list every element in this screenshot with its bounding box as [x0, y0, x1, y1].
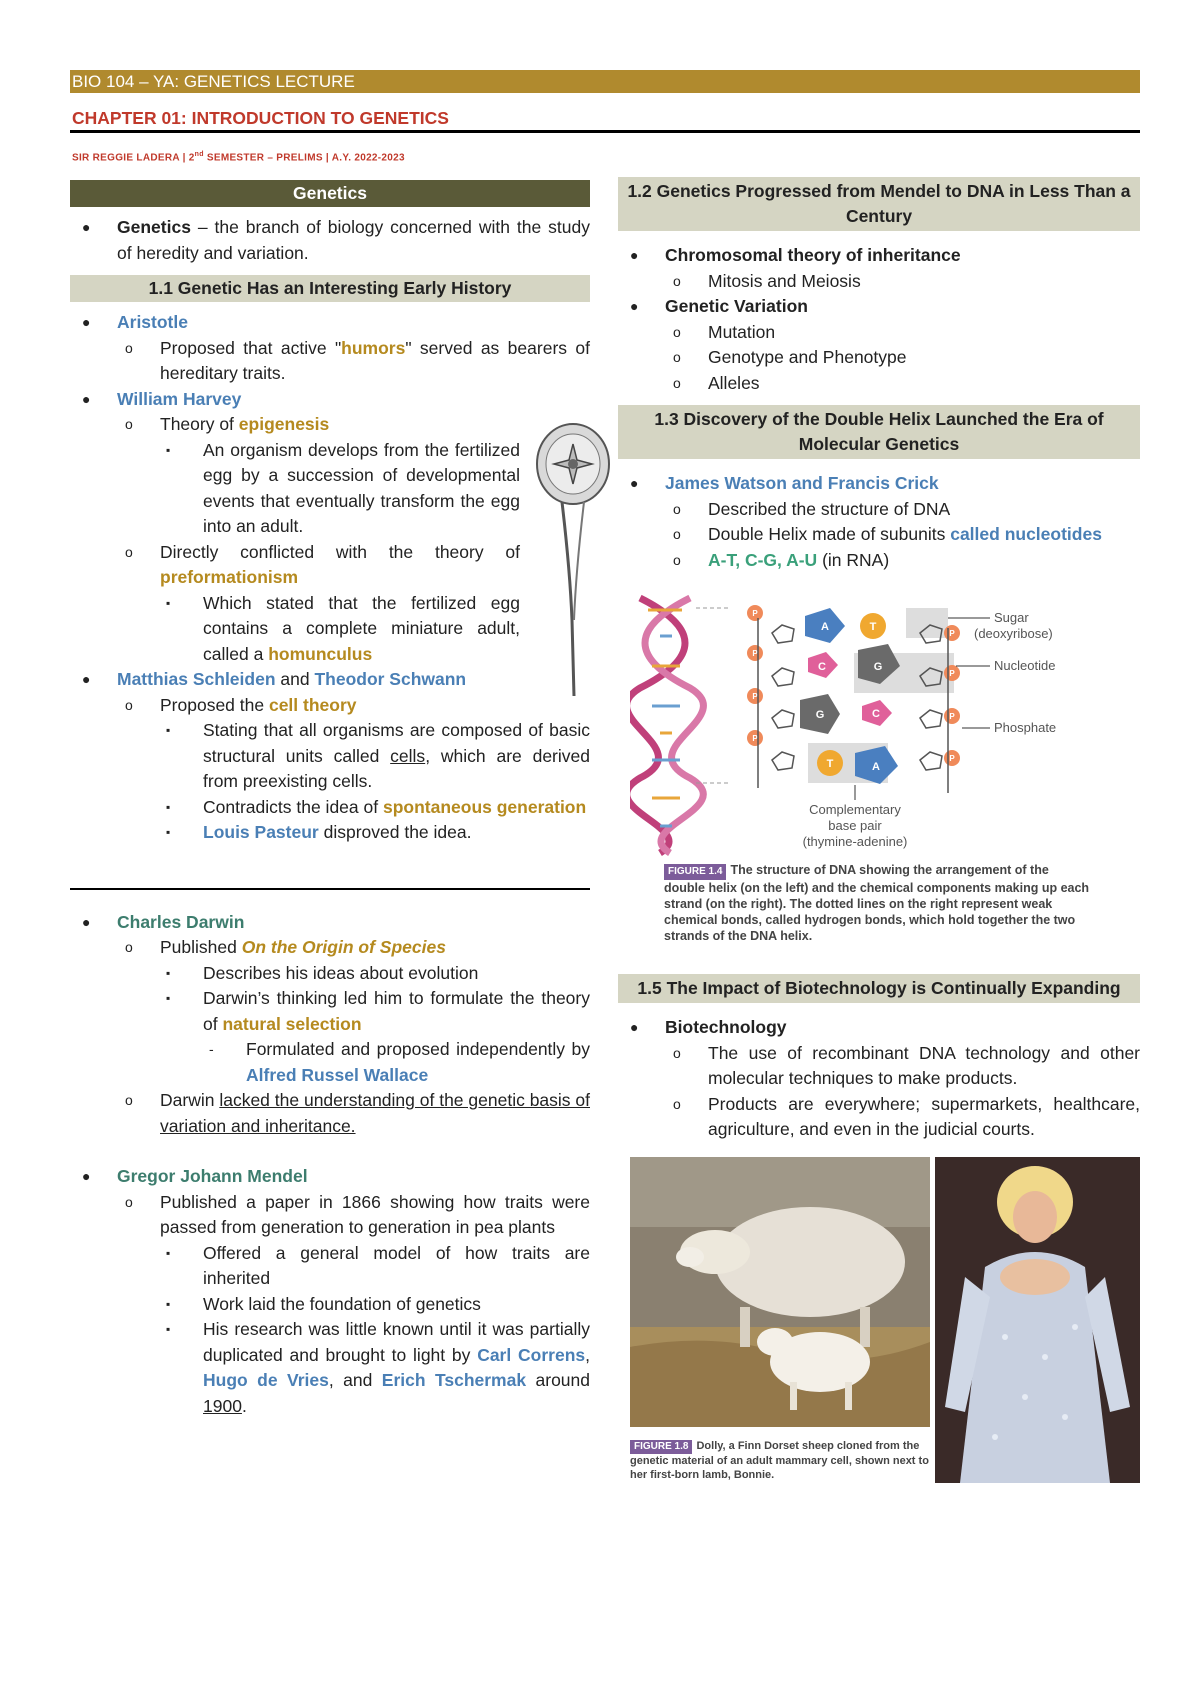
list-item-harvey: ● William Harvey	[82, 388, 242, 409]
complementary-label: (thymine-adenine)	[802, 834, 908, 849]
list-item: ▪ Stating that all organisms are composed of basic structural units called cells, which are derived from preexisting cells.	[166, 720, 590, 791]
right-column	[618, 177, 1140, 1487]
list-item: o Published a paper in 1866 showing how traits were passed from generation to generation in pea plants	[125, 1191, 590, 1237]
section-header-genetics: Genetics	[70, 180, 590, 207]
chapter-title: CHAPTER 01: INTRODUCTION TO GENETICS	[72, 108, 449, 128]
list-item: o Published On the Origin of Species	[125, 937, 446, 957]
list-item: ▪ Work laid the foundation of genetics	[166, 1293, 481, 1314]
phosphate-label: P	[752, 692, 758, 701]
woman-photo	[935, 1157, 1140, 1483]
list-item: o Directly conflicted with the theory of preformationism	[125, 541, 520, 587]
list-item: - Formulated and proposed independently by Alfred Russel Wallace	[209, 1039, 590, 1085]
double-helix-illustration	[630, 598, 703, 853]
list-item-darwin: ● Charles Darwin	[82, 911, 245, 932]
phosphate-label: P	[949, 712, 955, 721]
list-item: o Alleles	[673, 372, 760, 393]
phosphate-label: P	[949, 754, 955, 763]
complementary-label: base pair	[828, 818, 882, 833]
figure-1-8-caption: FIGURE 1.8 Dolly, a Finn Dorset sheep cloned from the genetic material of an adult mammary cell, shown next to her first-born lamb, Bonnie.	[630, 1439, 929, 1481]
list-item: o Proposed the cell theory	[125, 694, 357, 715]
phosphate-label: P	[752, 734, 758, 743]
list-item: ▪ Describes his ideas about evolution	[166, 962, 479, 983]
sugar-label: Sugar	[994, 610, 1029, 625]
dolly-sheep-photo	[630, 1157, 930, 1427]
figure-tag: FIGURE 1.4	[664, 864, 726, 880]
list-item: ● Genetic Variation	[630, 296, 808, 316]
list-item-mendel: ● Gregor Johann Mendel	[82, 1166, 308, 1186]
chapter-divider	[70, 130, 1140, 133]
section-divider	[70, 888, 590, 890]
list-item: ▪ Louis Pasteur disproved the idea.	[166, 822, 472, 842]
complementary-label: Complementary	[809, 802, 901, 817]
section-header-1-5: 1.5 The Impact of Biotechnology is Continually Expanding	[618, 974, 1140, 1003]
list-item: o The use of recombinant DNA technology and other molecular techniques to make products.	[673, 1042, 1140, 1088]
list-item: o Described the structure of DNA	[673, 498, 951, 519]
list-item: ● Genetics – the branch of biology concerned with the study of heredity and variation.	[82, 217, 590, 263]
homunculus-sperm-illustration	[532, 420, 614, 700]
deoxyribose-label: (deoxyribose)	[974, 626, 1053, 641]
list-item: ● Chromosomal theory of inheritance	[630, 245, 961, 265]
left-column	[70, 180, 590, 1419]
base-label: C	[872, 708, 880, 720]
section-header-1-2: 1.2 Genetics Progressed from Mendel to DNA in Less Than a Century	[618, 177, 1140, 231]
list-item: ● Biotechnology	[630, 1017, 787, 1037]
phosphate-label: P	[752, 649, 758, 658]
base-label: T	[869, 621, 877, 633]
course-title-bar: BIO 104 – YA: GENETICS LECTURE	[70, 70, 1140, 93]
section-header-1-3: 1.3 Discovery of the Double Helix Launched the Era of Molecular Genetics	[618, 405, 1140, 459]
list-item: o Proposed that active "humors" served as bearers of hereditary traits.	[125, 337, 590, 383]
list-item-schleiden-schwann: ● Matthias Schleiden and Theodor Schwann	[82, 669, 467, 689]
base-label: A	[821, 621, 829, 633]
phosphate-label: P	[949, 669, 955, 678]
list-item: ▪ His research was little known until it was partially duplicated and brought to light by Carl Correns, Hugo de Vries, and Erich Tschermak around 1900.	[166, 1319, 590, 1416]
base-label: A	[872, 761, 880, 773]
base-label: C	[818, 661, 826, 673]
phosphate-label-text: Phosphate	[994, 720, 1057, 735]
list-item: ▪ An organism develops from the fertilized egg by a succession of developmental events that eventually transform the egg into an adult.	[166, 439, 520, 536]
list-item: ▪ Offered a general model of how traits are inherited	[166, 1242, 590, 1288]
section-header-1-1: 1.1 Genetic Has an Interesting Early History	[70, 275, 590, 302]
dna-structure-figure	[630, 588, 1090, 858]
base-label: G	[815, 709, 825, 721]
list-item: ▪ Which stated that the fertilized egg contains a complete miniature adult, called a homunculus	[166, 592, 520, 664]
list-item: o Double Helix made of subunits called nucleotides	[673, 524, 1102, 544]
list-item: ▪ Contradicts the idea of spontaneous generation	[166, 796, 587, 817]
list-item: o Products are everywhere; supermarkets, healthcare, agriculture, and even in the judicial courts.	[673, 1093, 1140, 1139]
list-item: o Genotype and Phenotype	[673, 347, 907, 367]
list-item: o A-T, C-G, A-U (in RNA)	[673, 549, 890, 570]
list-item: o Mutation	[673, 321, 776, 342]
figure-tag: FIGURE 1.8	[630, 1440, 692, 1454]
document-meta: SIR REGGIE LADERA | 2nd SEMESTER – PRELIMS | A.Y. 2022-2023	[72, 151, 405, 164]
list-item-watson-crick: ● James Watson and Francis Crick	[630, 473, 939, 493]
list-item: ▪ Darwin’s thinking led him to formulate the theory of natural selection	[166, 988, 590, 1034]
phosphate-label: P	[752, 609, 758, 618]
nucleotide-label: Nucleotide	[994, 658, 1056, 673]
list-item: o Mitosis and Meiosis	[673, 270, 861, 291]
list-item: o Darwin lacked the understanding of the genetic basis of variation and inheritance.	[125, 1090, 590, 1136]
base-label: T	[826, 758, 834, 770]
list-item: o Theory of epigenesis	[125, 414, 330, 434]
figure-1-4-caption: FIGURE 1.4 The structure of DNA showing the arrangement of the double helix (on the left) and the chemical components making up each strand (on the right). The dotted lines on the right represent weak chemical bonds, called hydrogen bonds, which hold together the two strands of the DNA helix.	[664, 863, 1090, 943]
base-label: G	[873, 661, 883, 673]
phosphate-label: P	[949, 629, 955, 638]
list-item-aristotle: ● Aristotle	[82, 312, 188, 332]
